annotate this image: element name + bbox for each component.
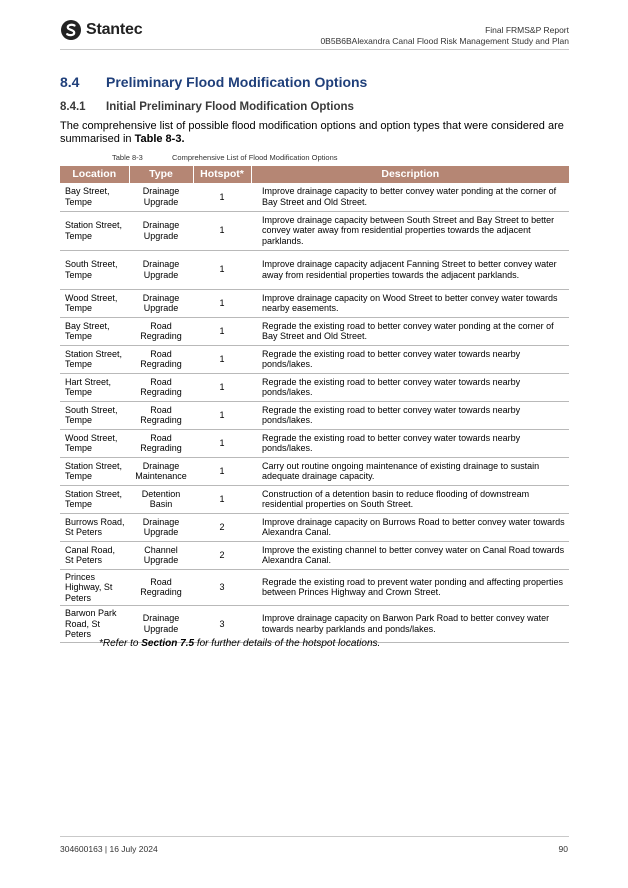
- table-row: [60, 569, 569, 606]
- cell-type: Detention Basin: [129, 485, 193, 513]
- column-header-description: Description: [251, 166, 569, 183]
- section-number: 8.4: [60, 74, 80, 90]
- cell-description: Regrade the existing road to better convey water towards nearby ponds/lakes.: [251, 429, 569, 457]
- cell-type: Drainage Upgrade: [129, 183, 193, 211]
- cell-description: Improve drainage capacity to better convey water ponding at the corner of Bay Street and Old Street.: [251, 183, 569, 211]
- table-row: [60, 183, 569, 211]
- table-caption-title: Comprehensive List of Flood Modification Options: [172, 153, 338, 162]
- table-row: [60, 345, 569, 373]
- table-row: [60, 289, 569, 317]
- cell-location: Station Street, Tempe: [60, 457, 129, 485]
- table-caption: [112, 153, 338, 162]
- cell-hotspot: 3: [193, 569, 251, 606]
- cell-location: Barwon Park Road, St Peters: [60, 606, 129, 643]
- cell-type: Road Regrading: [129, 373, 193, 401]
- cell-hotspot: 2: [193, 513, 251, 541]
- table-row: [60, 401, 569, 429]
- cell-location: Bay Street, Tempe: [60, 183, 129, 211]
- table-row: [60, 606, 569, 643]
- subsection-heading: [60, 101, 354, 113]
- cell-location: Wood Street, Tempe: [60, 429, 129, 457]
- footnote-suffix: for further details of the hotspot locations.: [194, 638, 381, 649]
- subsection-title: Initial Preliminary Flood Modification Options: [106, 101, 354, 113]
- table-caption-number: Table 8-3: [112, 153, 143, 162]
- cell-type: Road Regrading: [129, 345, 193, 373]
- cell-location: Station Street, Tempe: [60, 345, 129, 373]
- report-title: Final FRMS&P Report: [485, 25, 569, 35]
- cell-description: Improve drainage capacity between South Street and Bay Street to better convey water away from residential properties towards the adjacent parklands.: [251, 211, 569, 250]
- cell-location: Station Street, Tempe: [60, 211, 129, 250]
- cell-hotspot: 1: [193, 183, 251, 211]
- section-title: Preliminary Flood Modification Options: [106, 74, 368, 90]
- footnote-prefix: *Refer to: [99, 638, 142, 649]
- cell-hotspot: 2: [193, 541, 251, 569]
- footer-document-info: 304600163 | 16 July 2024: [60, 844, 158, 854]
- cell-hotspot: 1: [193, 457, 251, 485]
- cell-location: Princes Highway, St Peters: [60, 569, 129, 606]
- cell-description: Regrade the existing road to prevent water ponding and affecting properties between Princes Highway and Crown Street.: [251, 569, 569, 606]
- cell-description: Carry out routine ongoing maintenance of existing drainage to sustain adequate drainage capacity.: [251, 457, 569, 485]
- cell-location: Bay Street, Tempe: [60, 317, 129, 345]
- footer-divider: [60, 836, 569, 837]
- report-subtitle: 0B5B6BAlexandra Canal Flood Risk Management Study and Plan: [320, 35, 569, 46]
- header-divider: [60, 49, 569, 50]
- column-header-location: Location: [60, 166, 129, 183]
- stantec-logo-icon: [60, 19, 82, 41]
- table-row: [60, 250, 569, 289]
- table-row: [60, 317, 569, 345]
- cell-description: Regrade the existing road to better convey water towards nearby ponds/lakes.: [251, 373, 569, 401]
- cell-type: Drainage Upgrade: [129, 211, 193, 250]
- subsection-number: 8.4.1: [60, 101, 86, 113]
- table-row: [60, 373, 569, 401]
- cell-type: Channel Upgrade: [129, 541, 193, 569]
- intro-paragraph: [60, 120, 570, 146]
- column-header-hotspot: Hotspot*: [193, 166, 251, 183]
- cell-type: Road Regrading: [129, 317, 193, 345]
- cell-location: Canal Road, St Peters: [60, 541, 129, 569]
- cell-hotspot: 1: [193, 345, 251, 373]
- cell-location: Station Street, Tempe: [60, 485, 129, 513]
- cell-hotspot: 1: [193, 429, 251, 457]
- cell-location: Wood Street, Tempe: [60, 289, 129, 317]
- cell-location: Burrows Road, St Peters: [60, 513, 129, 541]
- table-row: [60, 541, 569, 569]
- table-reference-link[interactable]: Table 8-3.: [134, 133, 185, 145]
- table-footnote: [99, 638, 380, 649]
- column-header-type: Type: [129, 166, 193, 183]
- table-row: [60, 211, 569, 250]
- cell-hotspot: 3: [193, 606, 251, 643]
- page-number: 90: [558, 844, 568, 854]
- cell-description: Improve drainage capacity on Barwon Park Road to better convey water towards nearby parklands and ponds/lakes.: [251, 606, 569, 643]
- cell-description: Improve drainage capacity on Burrows Road to better convey water towards Alexandra Canal.: [251, 513, 569, 541]
- cell-hotspot: 1: [193, 373, 251, 401]
- cell-type: Road Regrading: [129, 569, 193, 606]
- table-row: [60, 485, 569, 513]
- cell-hotspot: 1: [193, 211, 251, 250]
- table-row: [60, 429, 569, 457]
- cell-hotspot: 1: [193, 317, 251, 345]
- cell-location: South Street, Tempe: [60, 250, 129, 289]
- cell-description: Improve drainage capacity adjacent Fanning Street to better convey water away from residential properties towards the adjacent parklands.: [251, 250, 569, 289]
- report-header: [320, 25, 569, 46]
- cell-type: Drainage Upgrade: [129, 606, 193, 643]
- cell-description: Improve the existing channel to better convey water on Canal Road towards Alexandra Canal.: [251, 541, 569, 569]
- cell-location: South Street, Tempe: [60, 401, 129, 429]
- cell-description: Regrade the existing road to better convey water towards nearby ponds/lakes.: [251, 345, 569, 373]
- cell-location: Hart Street, Tempe: [60, 373, 129, 401]
- cell-hotspot: 1: [193, 485, 251, 513]
- cell-type: Road Regrading: [129, 401, 193, 429]
- cell-type: Drainage Upgrade: [129, 289, 193, 317]
- cell-hotspot: 1: [193, 289, 251, 317]
- section-heading: [60, 74, 367, 90]
- table-body: [60, 183, 569, 642]
- table-header-row: [60, 166, 569, 183]
- cell-type: Drainage Maintenance: [129, 457, 193, 485]
- table-row: [60, 457, 569, 485]
- intro-text: The comprehensive list of possible flood modification options and option types that were considered are summarised in: [60, 120, 564, 145]
- stantec-logo: [60, 19, 142, 41]
- cell-type: Drainage Upgrade: [129, 513, 193, 541]
- cell-hotspot: 1: [193, 401, 251, 429]
- cell-description: Construction of a detention basin to reduce flooding of downstream residential properties on South Street.: [251, 485, 569, 513]
- flood-options-table: [60, 166, 569, 643]
- logo-text: Stantec: [86, 21, 143, 38]
- cell-type: Road Regrading: [129, 429, 193, 457]
- cell-description: Regrade the existing road to better convey water towards nearby ponds/lakes.: [251, 401, 569, 429]
- cell-type: Drainage Upgrade: [129, 250, 193, 289]
- cell-hotspot: 1: [193, 250, 251, 289]
- cell-description: Regrade the existing road to better convey water ponding at the corner of Bay Street and Old Street.: [251, 317, 569, 345]
- section-reference-link[interactable]: Section 7.5: [141, 638, 195, 649]
- cell-description: Improve drainage capacity on Wood Street to better convey water towards nearby easements.: [251, 289, 569, 317]
- table-row: [60, 513, 569, 541]
